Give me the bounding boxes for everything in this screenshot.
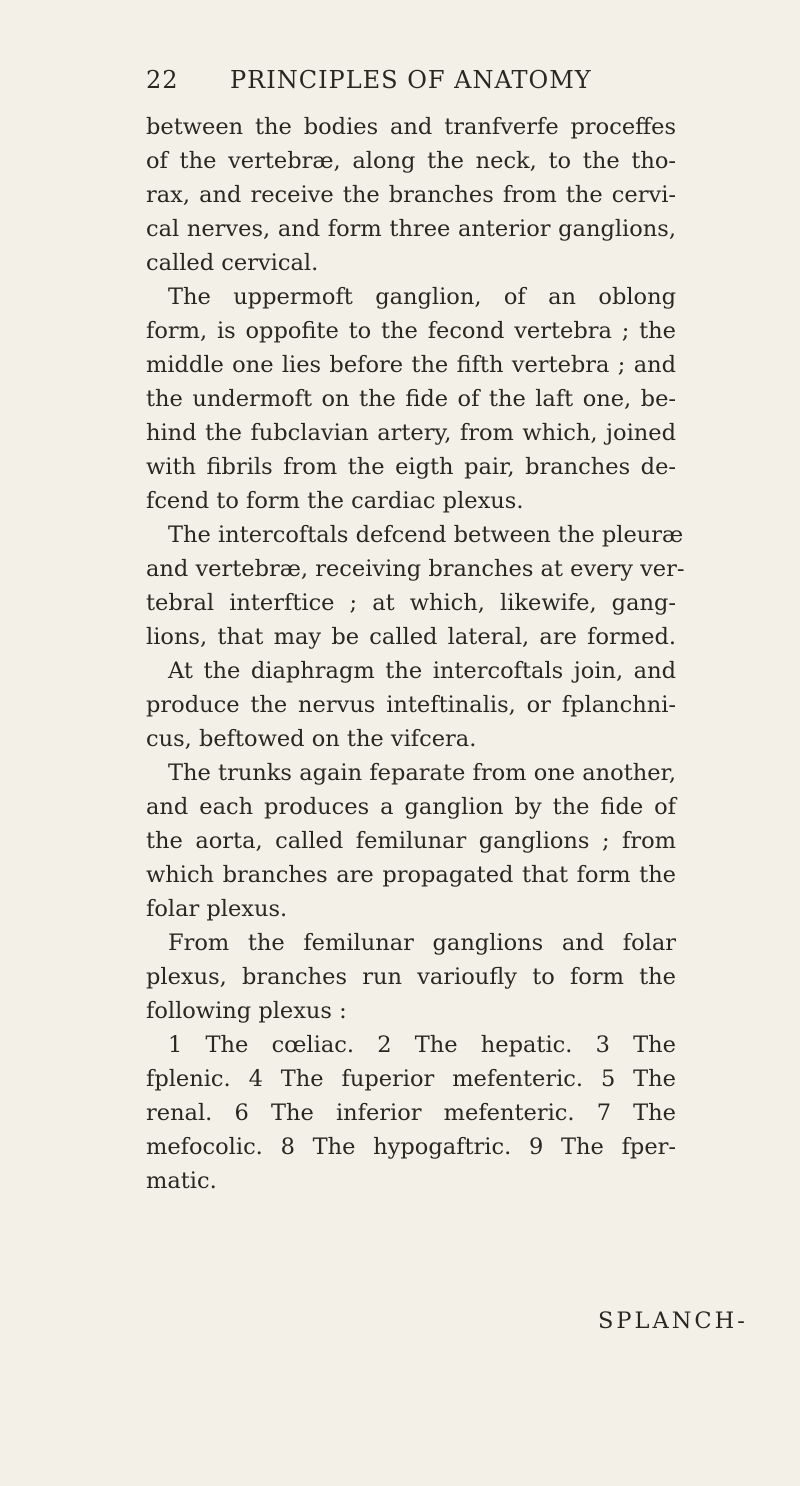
page-number: 22 <box>146 66 179 94</box>
text-line: and each produces a ganglion by the fide of <box>146 794 676 820</box>
paragraph-start-line: The uppermoft ganglion, of an oblong <box>168 284 676 310</box>
text-line: the undermoft on the fide of the laft one, be- <box>146 386 676 412</box>
paragraph-start-line: The trunks again feparate from one another, <box>168 760 676 786</box>
text-line: which branches are propagated that form the <box>146 862 676 888</box>
text-line: tebral interftice ; at which, likewife, gang- <box>146 590 676 616</box>
text-line: mefocolic. 8 The hypogaftric. 9 The fper- <box>146 1134 676 1160</box>
body-text <box>146 110 685 1198</box>
text-line: with fibrils from the eigth pair, branches de- <box>146 454 676 480</box>
running-title: PRINCIPLES OF ANATOMY <box>230 66 592 94</box>
text-line: cal nerves, and form three anterior ganglions, <box>146 216 676 242</box>
text-line: folar plexus. <box>146 896 288 922</box>
text-line: cus, beftowed on the vifcera. <box>146 726 477 752</box>
catchword: SPLANCH- <box>598 1308 748 1334</box>
text-line: of the vertebræ, along the neck, to the tho- <box>146 148 676 174</box>
text-line: between the bodies and tranfverfe proceffes <box>146 114 676 140</box>
page-header <box>146 66 706 106</box>
text-line: form, is oppofite to the fecond vertebra ; the <box>146 318 676 344</box>
text-line: rax, and receive the branches from the cervi- <box>146 182 676 208</box>
text-line: produce the nervus inteftinalis, or fplanchni- <box>146 692 676 718</box>
text-line: renal. 6 The inferior mefenteric. 7 The <box>146 1100 676 1126</box>
text-line: middle one lies before the fifth vertebra ; and <box>146 352 676 378</box>
paragraph-start-line: 1 The cœliac. 2 The hepatic. 3 The <box>168 1032 676 1058</box>
text-line: hind the fubclavian artery, from which, joined <box>146 420 676 446</box>
text-line: lions, that may be called lateral, are formed. <box>146 624 676 650</box>
text-line: matic. <box>146 1168 217 1194</box>
paragraph-start-line: From the femilunar ganglions and folar <box>168 930 676 956</box>
paragraph-start-line: At the diaphragm the intercoftals join, and <box>168 658 676 684</box>
text-line: called cervical. <box>146 250 319 276</box>
text-line: following plexus : <box>146 998 347 1024</box>
text-line: fplenic. 4 The fuperior mefenteric. 5 The <box>146 1066 676 1092</box>
text-line: fcend to form the cardiac plexus. <box>146 488 524 514</box>
paragraph-start-line: The intercoftals defcend between the pleuræ <box>168 522 684 548</box>
text-line: and vertebræ, receiving branches at every ver- <box>146 556 685 582</box>
text-line: plexus, branches run varioufly to form the <box>146 964 676 990</box>
text-line: the aorta, called femilunar ganglions ; from <box>146 828 676 854</box>
